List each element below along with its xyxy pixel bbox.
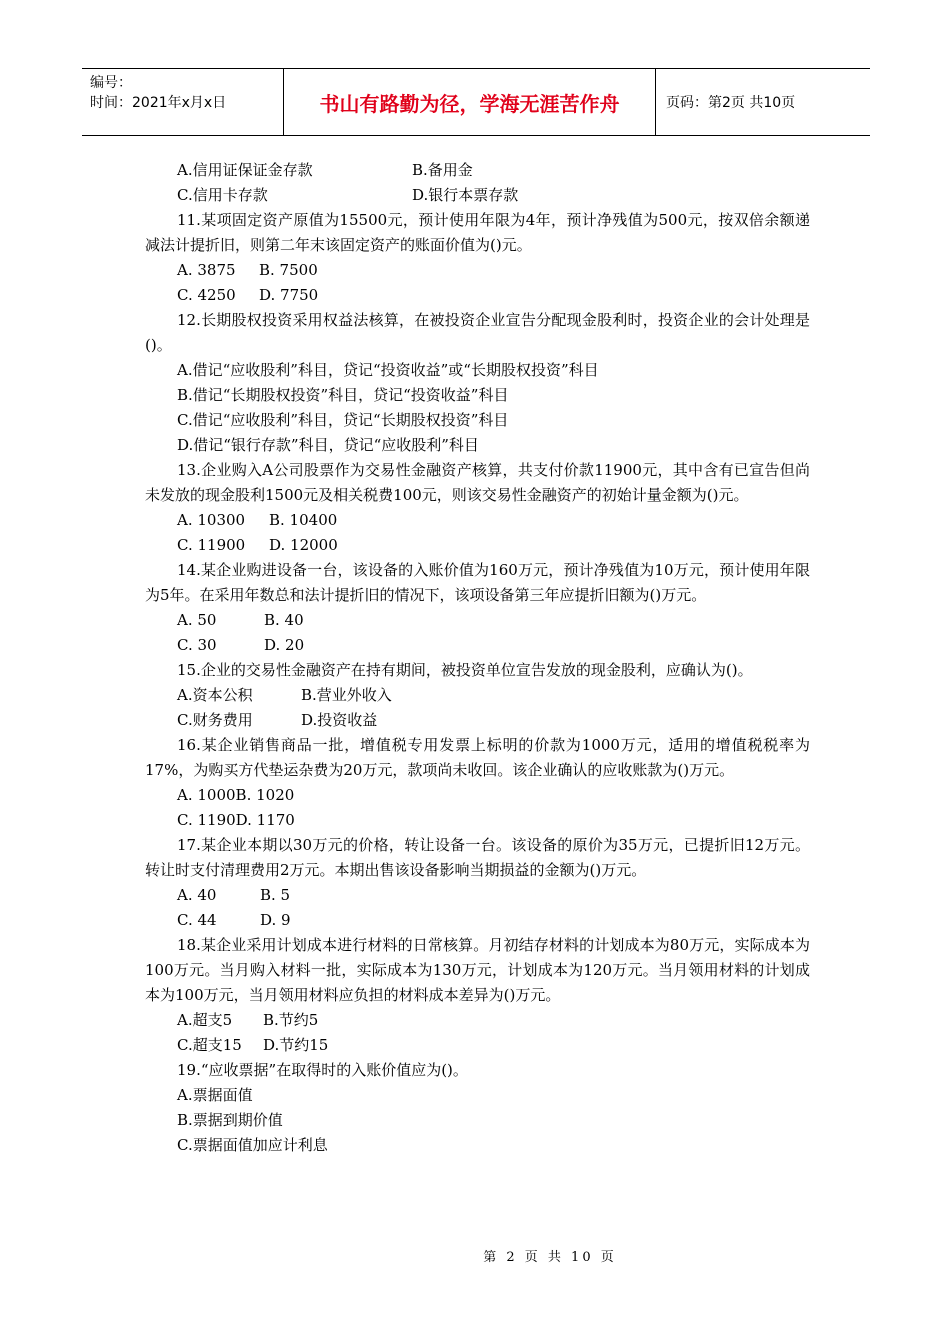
question-text: 12.长期股权投资采用权益法核算，在被投资企业宣告分配现金股利时，投资企业的会计处理是()。 <box>145 311 810 354</box>
option-line: C. 1190D. 1170 <box>177 811 295 829</box>
option-b: D. 12000 <box>269 536 338 554</box>
option-b: D. 7750 <box>259 286 319 304</box>
option-b: B. 7500 <box>259 261 318 279</box>
option-line: C.票据面值加应计利息 <box>177 1136 328 1154</box>
option-a: C. 4250 <box>177 286 236 304</box>
page-header <box>82 68 870 136</box>
option-line: B.借记“长期股权投资”科目，贷记“投资收益”科目 <box>177 386 509 404</box>
option-a: C.财务费用 <box>177 711 253 729</box>
option-line: A. 1000B. 1020 <box>177 786 295 804</box>
header-page-label: 页码：第2页 共10页 <box>666 95 796 111</box>
option-a: C. 44 <box>177 911 217 929</box>
option-b: D. 20 <box>264 636 305 654</box>
option-b: B. 5 <box>260 886 291 904</box>
option-row <box>145 183 810 208</box>
option-row <box>145 883 810 908</box>
option-a: A. 50 <box>177 611 217 629</box>
option-row <box>145 908 810 933</box>
option-row <box>145 158 810 183</box>
option-line: A.借记“应收股利”科目，贷记“投资收益”或“长期股权投资”科目 <box>177 361 599 379</box>
option-row <box>145 258 810 283</box>
option-b: B.节约5 <box>263 1011 319 1029</box>
option-a: A. 3875 <box>177 261 236 279</box>
option-row <box>145 508 810 533</box>
option-b: D. 9 <box>260 911 291 929</box>
question-text: 15.企业的交易性金融资产在持有期间，被投资单位宣告发放的现金股利，应确认为()。 <box>177 661 753 679</box>
option-b: B.营业外收入 <box>301 686 392 704</box>
option-row <box>145 633 810 658</box>
option-line: D.借记“银行存款”科目，贷记“应收股利”科目 <box>177 436 479 454</box>
option-row <box>145 708 810 733</box>
option-a: A. 10300 <box>177 511 246 529</box>
question-text: 16.某企业销售商品一批，增值税专用发票上标明的价款为1000万元，适用的增值税税率为17%，为购买方代垫运杂费为20万元，款项尚未收回。该企业确认的应收账款为()万元。 <box>145 736 810 779</box>
option-b: D.银行本票存款 <box>412 186 519 204</box>
serial-label: 编号： <box>90 75 132 91</box>
question-text: 18.某企业采用计划成本进行材料的日常核算。月初结存材料的计划成本为80万元，实际成本为100万元。当月购入材料一批，实际成本为130万元，计划成本为120万元。当月领用材料的计划成本为100万元，当月领用材料应负担的材料成本差异为()万元。 <box>145 936 810 1004</box>
option-b: B.备用金 <box>412 161 473 179</box>
option-row <box>145 683 810 708</box>
option-row <box>145 283 810 308</box>
option-b: B. 10400 <box>269 511 338 529</box>
option-b: D.投资收益 <box>301 711 378 729</box>
option-row <box>145 608 810 633</box>
question-text: 11.某项固定资产原值为15500元，预计使用年限为4年，预计净残值为500元，按双倍余额递减法计提折旧，则第二年末该固定资产的账面价值为()元。 <box>145 211 810 254</box>
option-a: C. 30 <box>177 636 217 654</box>
option-line: C.借记“应收股利”科目，贷记“长期股权投资”科目 <box>177 411 509 429</box>
question-text: 17.某企业本期以30万元的价格，转让设备一台。该设备的原价为35万元，已提折旧12万元。转让时支付清理费用2万元。本期出售该设备影响当期损益的金额为()万元。 <box>145 836 810 879</box>
option-b: D.节约15 <box>263 1036 329 1054</box>
question-text: 14.某企业购进设备一台，该设备的入账价值为160万元，预计净残值为10万元，预计使用年限为5年。在采用年数总和法计提折旧的情况下，该项设备第三年应提折旧额为()万元。 <box>145 561 810 604</box>
option-a: C.超支15 <box>177 1036 242 1054</box>
option-a: C.信用卡存款 <box>177 186 268 204</box>
option-row <box>145 1033 810 1058</box>
header-motto: 书山有路勤为径，学海无涯苦作舟 <box>284 69 656 135</box>
option-row <box>145 1008 810 1033</box>
option-a: C. 11900 <box>177 536 246 554</box>
option-b: B. 40 <box>264 611 304 629</box>
option-line: A.票据面值 <box>177 1086 253 1104</box>
option-a: A.资本公积 <box>177 686 253 704</box>
option-line: B.票据到期价值 <box>177 1111 283 1129</box>
document-body <box>145 158 810 1158</box>
question-text: 13.企业购入A公司股票作为交易性金融资产核算，共支付价款11900元，其中含有已宣告但尚未发放的现金股利1500元及相关税费100元，则该交易性金融资产的初始计量金额为()元。 <box>145 461 810 504</box>
option-a: A.信用证保证金存款 <box>177 161 313 179</box>
question-text: 19.“应收票据”在取得时的入账价值应为()。 <box>177 1061 468 1079</box>
time-label: 时间：2021年x月x日 <box>90 95 227 111</box>
header-meta <box>82 69 284 135</box>
page-footer: 第 2 页 共 10 页 <box>483 1250 617 1265</box>
option-a: A.超支5 <box>177 1011 233 1029</box>
option-a: A. 40 <box>177 886 217 904</box>
option-row <box>145 533 810 558</box>
